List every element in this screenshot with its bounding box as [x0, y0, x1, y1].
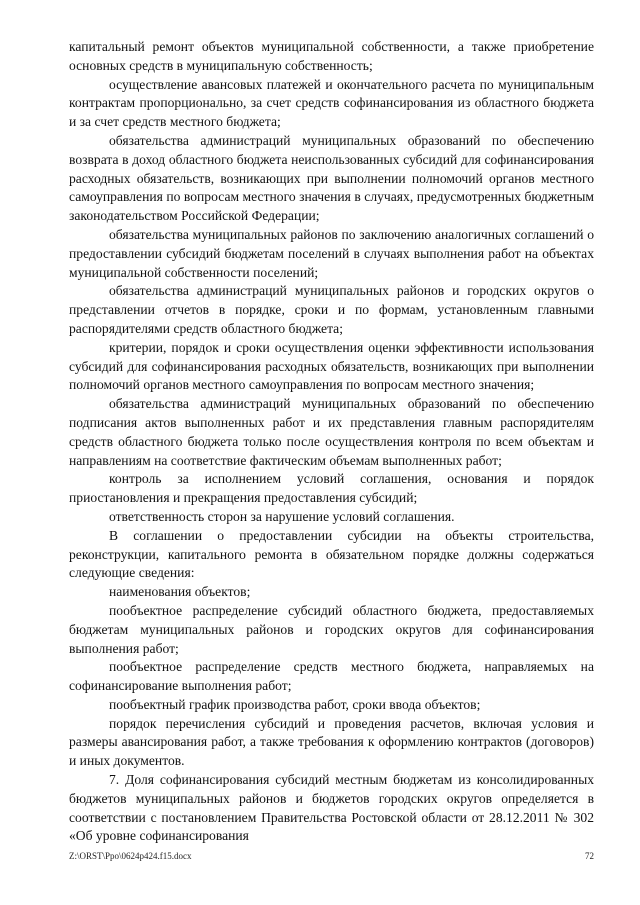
- paragraph: пообъектное распределение средств местного бюджета, направляемых на софинансирование выполнения работ;: [69, 659, 594, 694]
- document-body: [69, 38, 594, 846]
- paragraph: осуществление авансовых платежей и окончательного расчета по муниципальным контрактам пропорционально, за счет средств софинансирования из областного бюджета и за счет средств местного бюджета;: [69, 76, 594, 130]
- paragraph: ответственность сторон за нарушение условий соглашения.: [109, 508, 455, 524]
- paragraph: контроль за исполнением условий соглашения, основания и порядок приостановления и прекращения предоставления субсидий;: [69, 471, 594, 506]
- page-number: 72: [585, 851, 594, 861]
- paragraph: В соглашении о предоставлении субсидии на объекты строительства, реконструкции, капитального ремонта в обязательном порядке должны содержаться следующие сведения:: [69, 527, 594, 581]
- paragraph: обязательства администраций муниципальных образований по обеспечению подписания актов выполненных работ и их представления главным распорядителям средств областного бюджета только после осуществления контроля по всем объектам и направлениям на соответствие фактическим объемам выполненных работ;: [69, 396, 594, 468]
- paragraph: пообъектное распределение субсидий областного бюджета, предоставляемых бюджетам муниципальных районов и городских округов для софинансирования выполнения работ;: [69, 602, 594, 656]
- paragraph: наименования объектов;: [109, 584, 251, 600]
- file-path: Z:\ORST\Ppo\0624p424.f15.docx: [69, 851, 192, 861]
- paragraph: обязательства администраций муниципальных районов и городских округов о представлении отчетов в порядке, сроки и по формам, установленным главными распорядителями средств областного бюджета;: [69, 283, 594, 336]
- paragraph: обязательства администраций муниципальных образований по обеспечению возврата в доход областного бюджета неиспользованных субсидий для софинансирования расходных обязательств, возникающих при выполнении полномочий органов местного самоуправления по вопросам местного значения в случаях, предусмотренных бюджетным законодательством Российской Федерации;: [69, 132, 594, 224]
- paragraph: обязательства муниципальных районов по заключению аналогичных соглашений о предоставлении субсидий бюджетам поселений в случаях выполнения работ на объектах муниципальной собственности поселений;: [69, 226, 594, 280]
- paragraph: пообъектный график производства работ, сроки ввода объектов;: [109, 696, 481, 712]
- paragraph: критерии, порядок и сроки осуществления оценки эффективности использования субсидий для софинансирования расходных обязательств, возникающих при выполнении полномочий органов местного самоуправления по вопросам местного значения;: [69, 339, 594, 393]
- paragraph: порядок перечисления субсидий и проведения расчетов, включая условия и размеры авансирования работ, а также требования к оформлению контрактов (договоров) и иных документов.: [69, 715, 594, 769]
- paragraph: 7. Доля софинансирования субсидий местным бюджетам из консолидированных бюджетов муниципальных районов и бюджетов городских округов определяется в соответствии с постановлением Правительства Ростовской области от 28.12.2011 № 302 «Об уровне софинансирования: [69, 772, 594, 844]
- paragraph: капитальный ремонт объектов муниципальной собственности, а также приобретение основных средств в муниципальную собственность;: [69, 39, 594, 73]
